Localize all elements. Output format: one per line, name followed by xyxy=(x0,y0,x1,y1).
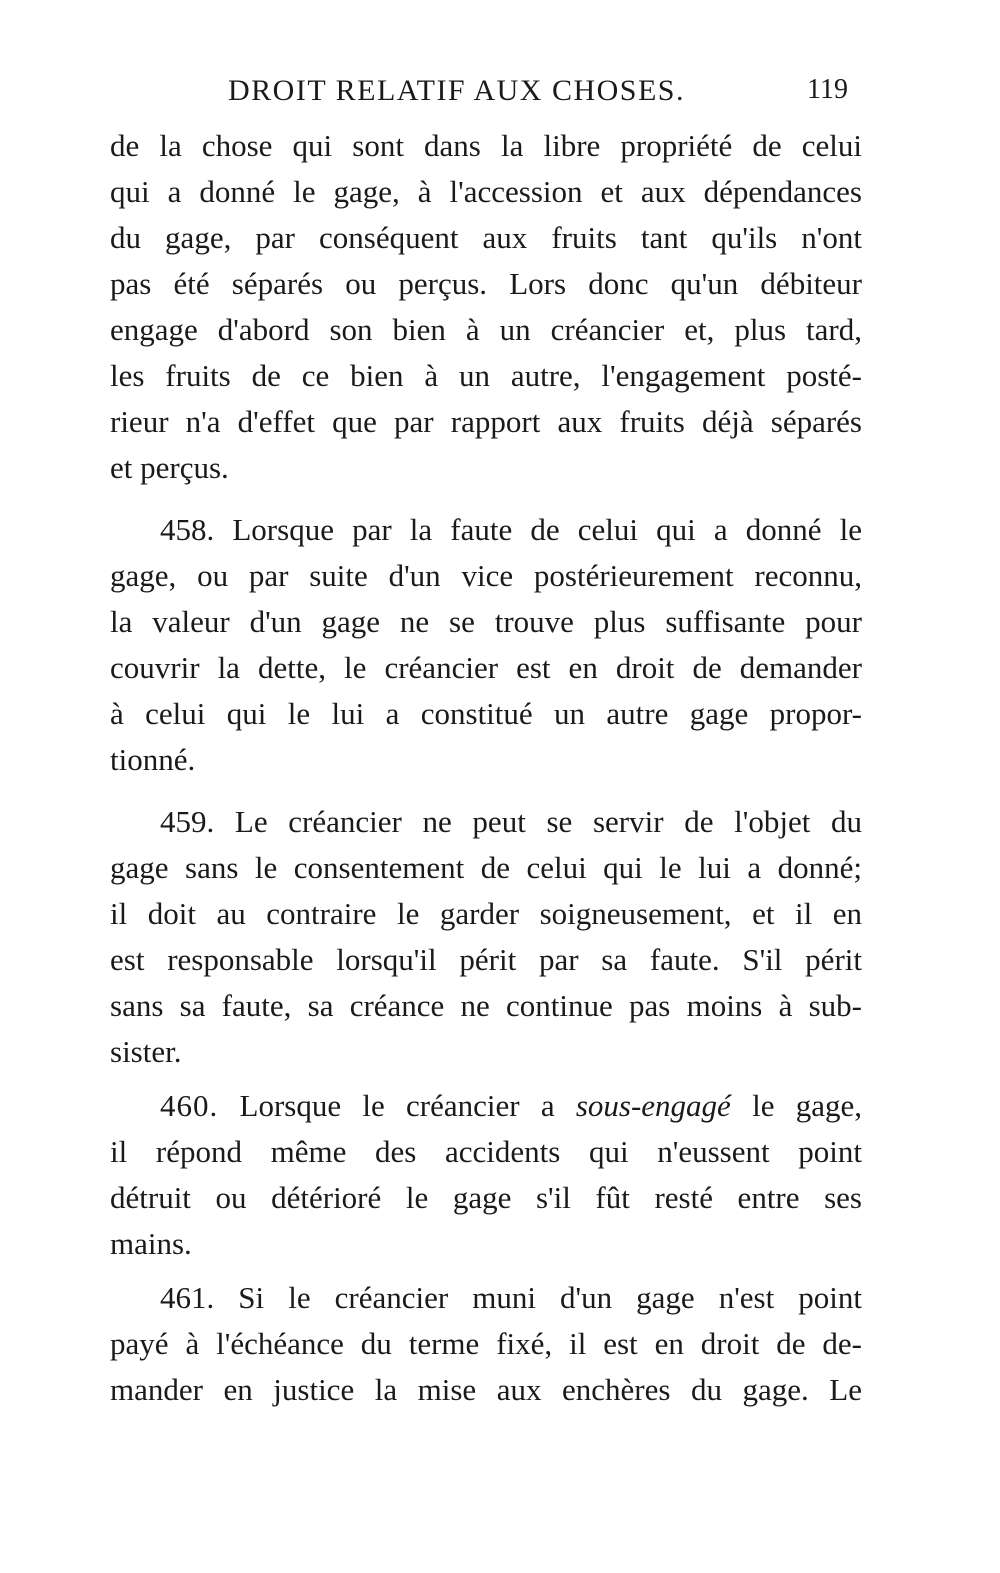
text-line: tionné. xyxy=(110,742,196,777)
text-line: et perçus. xyxy=(110,450,229,485)
text-line: à celui qui le lui a constitué un autre gage propor- xyxy=(110,696,862,731)
page-number: 119 xyxy=(807,74,848,105)
text-line: il doit au contraire le garder soigneusement, et il en xyxy=(110,896,862,931)
text-line: est responsable lorsqu'il périt par sa faute. S'il périt xyxy=(110,942,862,977)
text-line: les fruits de ce bien à un autre, l'engagement posté- xyxy=(110,358,862,393)
text-line: mander en justice la mise aux enchères du gage. Le xyxy=(110,1372,862,1407)
text-line: détruit ou détérioré le gage s'il fût resté entre ses xyxy=(110,1180,862,1215)
italic-term: sous-engagé xyxy=(575,1088,731,1123)
text-line: 459. Le créancier ne peut se servir de l'objet du xyxy=(160,804,862,839)
running-title: DROIT RELATIF AUX CHOSES. xyxy=(228,74,685,107)
text-line: de la chose qui sont dans la libre propriété de celui xyxy=(110,128,862,163)
text-line: couvrir la dette, le créancier est en droit de demander xyxy=(110,650,862,685)
text-line: 461. Si le créancier muni d'un gage n'est point xyxy=(160,1280,862,1315)
text-line: mains. xyxy=(110,1226,192,1261)
text-line: pas été séparés ou perçus. Lors donc qu'un débiteur xyxy=(110,266,862,301)
text-line: 458. Lorsque par la faute de celui qui a donné le xyxy=(160,512,862,547)
text-line: il répond même des accidents qui n'eussent point xyxy=(110,1134,862,1169)
text-line: gage, ou par suite d'un vice postérieurement reconnu, xyxy=(110,558,862,593)
text-line xyxy=(160,1086,862,1126)
text-line: du gage, par conséquent aux fruits tant qu'ils n'ont xyxy=(110,220,862,255)
text-line: rieur n'a d'effet que par rapport aux fruits déjà séparés xyxy=(110,404,862,439)
text-line: engage d'abord son bien à un créancier et, plus tard, xyxy=(110,312,862,347)
text-run: Lorsque le créancier a xyxy=(239,1088,555,1123)
text-run: le gage, xyxy=(752,1088,862,1123)
text-line: gage sans le consentement de celui qui le lui a donné; xyxy=(110,850,862,885)
text-line: sans sa faute, sa créance ne continue pas moins à sub- xyxy=(110,988,862,1023)
paragraph-number: 460. xyxy=(160,1088,219,1123)
text-line: sister. xyxy=(110,1034,182,1069)
text-line: payé à l'échéance du terme fixé, il est en droit de de- xyxy=(110,1326,862,1361)
running-head xyxy=(112,74,864,118)
text-line: la valeur d'un gage ne se trouve plus suffisante pour xyxy=(110,604,862,639)
text-line: qui a donné le gage, à l'accession et aux dépendances xyxy=(110,174,862,209)
